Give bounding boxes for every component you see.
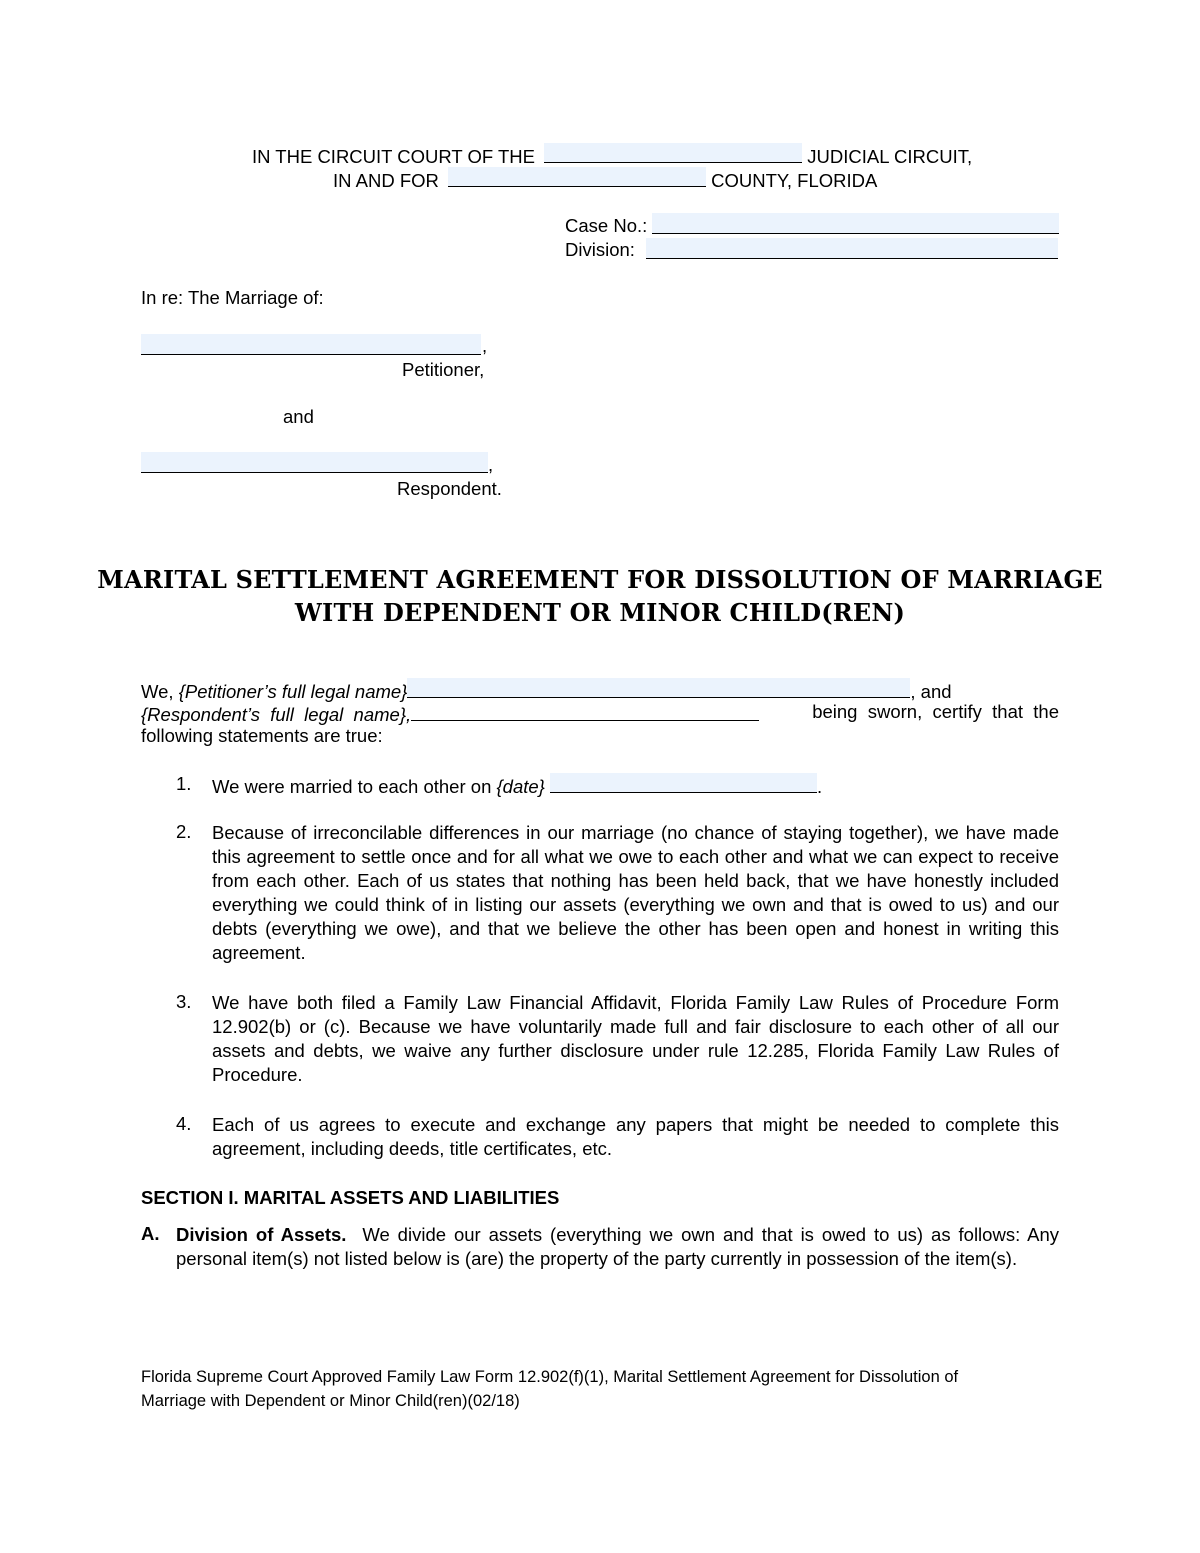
county-prefix: IN AND FOR bbox=[333, 170, 439, 191]
item-number: 3. bbox=[176, 991, 192, 1012]
item-3-text: We have both filed a Family Law Financial Affidavit, Florida Family Law Rules of Procedure Form 12.902(b) or (c). Because we have voluntarily made full and fair disclosure to each other of all our assets and debts, we waive any further disclosure under rule 12.285, Florida Family Law Rules of Procedure. bbox=[212, 992, 1059, 1085]
document-title-line1: MARITAL SETTLEMENT AGREEMENT FOR DISSOLUTION OF MARRIAGE bbox=[97, 565, 1103, 594]
court-header-line2 bbox=[333, 167, 877, 192]
petitioner-label: Petitioner, bbox=[402, 359, 485, 380]
respondent-label: Respondent. bbox=[397, 478, 502, 499]
intro-line2 bbox=[141, 701, 1059, 726]
footer-line1: Florida Supreme Court Approved Family Law Form 12.902(f)(1), Marital Settlement Agreement for Dissolution of bbox=[141, 1368, 959, 1386]
respondent-name-field[interactable] bbox=[141, 452, 488, 473]
petitioner-name-placeholder: {Petitioner’s full legal name} bbox=[178, 681, 408, 702]
county-suffix: COUNTY, FLORIDA bbox=[711, 170, 878, 191]
footer-line2: Marriage with Dependent or Minor Child(ren)(02/18) bbox=[141, 1392, 520, 1410]
case-no-label: Case No.: bbox=[565, 215, 648, 236]
intro-petitioner-field[interactable] bbox=[407, 678, 910, 698]
section-a-text bbox=[176, 1223, 1059, 1271]
item-number: 4. bbox=[176, 1113, 192, 1134]
court-header-line1 bbox=[252, 143, 972, 168]
section-heading: SECTION I. MARITAL ASSETS AND LIABILITIES bbox=[141, 1187, 560, 1208]
respondent-name-placeholder: {Respondent’s full legal name}, bbox=[141, 704, 412, 725]
section-a-body: We divide our assets (everything we own and that is owed to us) as follows: Any personal item(s) not listed below is (are) the property of the party currently in possession of the item(s). bbox=[176, 1224, 1059, 1269]
court-header-suffix: JUDICIAL CIRCUIT, bbox=[807, 146, 973, 167]
and-label: and bbox=[283, 406, 314, 427]
period: . bbox=[817, 776, 823, 797]
case-no-field[interactable] bbox=[652, 213, 1059, 234]
petitioner-name-field[interactable] bbox=[141, 334, 481, 355]
intro-and: , and bbox=[910, 681, 952, 702]
intro-line3: following statements are true: bbox=[141, 725, 383, 746]
county-field[interactable] bbox=[448, 167, 706, 187]
date-placeholder: {date} bbox=[496, 776, 545, 797]
division-label: Division: bbox=[565, 239, 635, 260]
document-title-line2: WITH DEPENDENT OR MINOR CHILD(REN) bbox=[294, 598, 906, 627]
petitioner-comma: , bbox=[482, 335, 488, 356]
item-1-text bbox=[212, 773, 822, 798]
respondent-comma: , bbox=[488, 454, 494, 475]
intro-sworn-text: being sworn, certify that the bbox=[812, 701, 1059, 722]
in-re-label: In re: The Marriage of: bbox=[141, 287, 324, 308]
married-text: We were married to each other on bbox=[212, 776, 492, 797]
intro-we: We, bbox=[141, 681, 174, 702]
marriage-date-field[interactable] bbox=[550, 773, 817, 793]
intro-line1 bbox=[141, 678, 952, 703]
item-number: 1. bbox=[176, 773, 192, 794]
section-a-title: Division of Assets. bbox=[176, 1224, 347, 1245]
intro-respondent-field[interactable] bbox=[411, 701, 759, 721]
item-number: 2. bbox=[176, 821, 192, 842]
item-2-text: Because of irreconcilable differences in our marriage (no chance of staying together), we have made this agreement to settle once and for all what we owe to each other and what we can expect to receive from each other. Each of us states that nothing has been held back, that we have honestly included everything we could think of in listing our assets (everything we own and that is owed to us) and our debts (everything we owe), and that we believe the other has been open and honest in writing this agreement. bbox=[212, 822, 1059, 963]
division-field[interactable] bbox=[646, 238, 1058, 259]
item-4-text: Each of us agrees to execute and exchange any papers that might be needed to complete this agreement, including deeds, title certificates, etc. bbox=[212, 1114, 1059, 1159]
section-a-label: A. bbox=[141, 1223, 160, 1244]
judicial-circuit-field[interactable] bbox=[544, 143, 802, 163]
court-header-prefix: IN THE CIRCUIT COURT OF THE bbox=[252, 146, 536, 167]
